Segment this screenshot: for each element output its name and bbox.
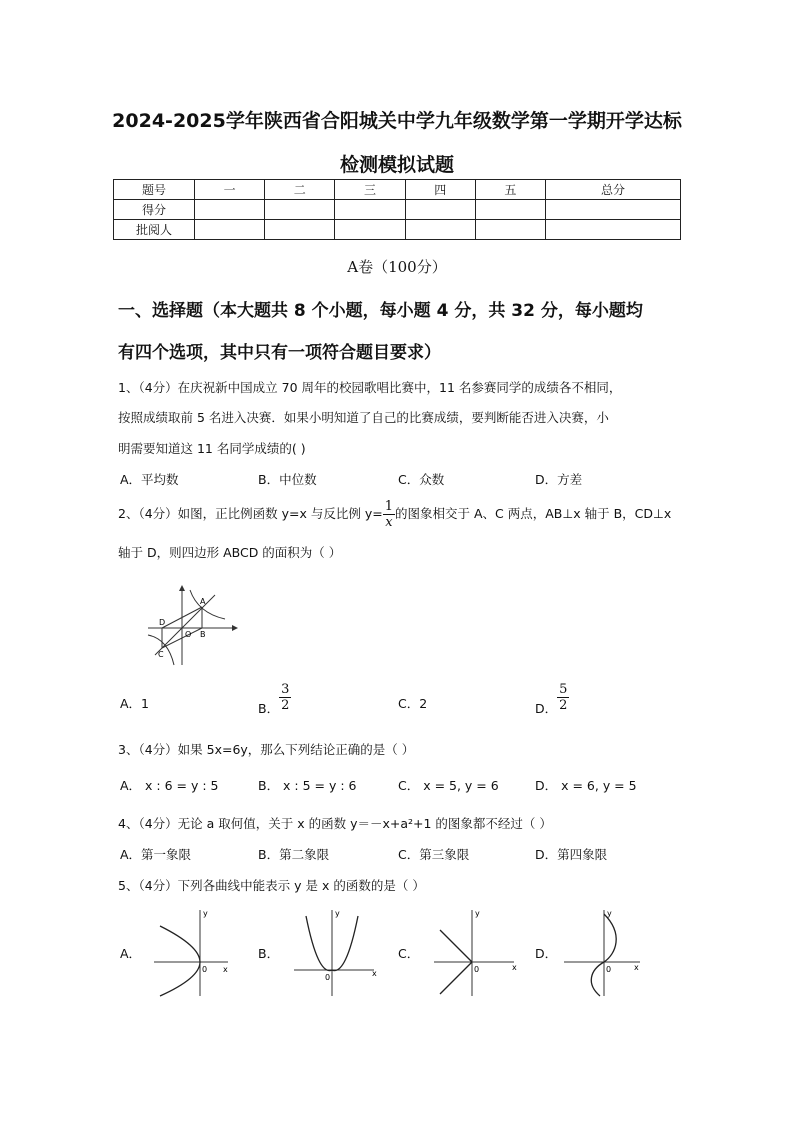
- q4-stem: 4、（4分）无论 a 取何值，关于 x 的函数 y＝－x+a²+1 的图象都不经过（ ）: [118, 816, 552, 831]
- q5-option-a-label[interactable]: A．: [120, 946, 142, 961]
- q2-line1: [118, 499, 671, 530]
- q4-option-a[interactable]: A．第一象限: [120, 847, 192, 862]
- q2-option-b-prefix: B．: [258, 701, 280, 716]
- y-axis-label: y: [475, 909, 480, 918]
- q3-option-b[interactable]: B． x : 5 = y : 6: [258, 778, 357, 793]
- score-cell[interactable]: [546, 200, 681, 220]
- header-cell: 四: [405, 180, 475, 200]
- curve-sideways-parabola: [160, 926, 200, 996]
- score-table-header-row: [114, 180, 681, 200]
- row-label: 批阅人: [114, 220, 195, 240]
- q5-option-b-label[interactable]: B．: [258, 946, 280, 961]
- volume-label: A卷（100分）: [347, 258, 447, 276]
- q2-line2: 轴于 D，则四边形 ABCD 的面积为（ ）: [118, 545, 342, 560]
- q3-stem: 3、（4分）如果 5x=6y，那么下列结论正确的是（ ）: [118, 742, 415, 757]
- y-axis-label: y: [203, 909, 208, 918]
- q2-fraction-numerator: 1: [384, 499, 393, 514]
- q3-option-a[interactable]: A． x : 6 = y : 5: [120, 778, 219, 793]
- q4-option-c[interactable]: C．第三象限: [398, 847, 470, 862]
- page-title-line1: 2024-2025学年陕西省合阳城关中学九年级数学第一学期开学达标: [112, 110, 682, 132]
- reviewer-cell[interactable]: [195, 220, 265, 240]
- q1-option-d[interactable]: D．方差: [535, 472, 583, 487]
- reviewer-cell[interactable]: [475, 220, 545, 240]
- section-heading-line2: 有四个选项，其中只有一项符合题目要求）: [118, 343, 441, 363]
- section-heading-line1: 一、选择题（本大题共 8 个小题，每小题 4 分，共 32 分，每小题均: [118, 301, 643, 321]
- label-a: A: [200, 597, 206, 606]
- q2-figure: [140, 585, 240, 667]
- origin-label: 0: [325, 973, 331, 982]
- x-axis-arrow-icon: [232, 625, 238, 631]
- score-row: [114, 200, 681, 220]
- q2-option-b-denominator: 2: [281, 698, 290, 713]
- q5-option-d-label[interactable]: D．: [535, 946, 558, 961]
- origin-label: 0: [606, 965, 612, 974]
- y-axis-label: y: [335, 909, 340, 918]
- q1-line3: 明需要知道这 11 名同学成绩的( ): [118, 441, 306, 456]
- q2-option-d-numerator: 5: [559, 682, 568, 697]
- q2-option-d-prefix: D．: [535, 701, 558, 716]
- reviewer-row: [114, 220, 681, 240]
- header-cell: 题号: [114, 180, 195, 200]
- x-axis-label: x: [223, 965, 228, 974]
- origin-label: 0: [474, 965, 480, 974]
- q2-option-a[interactable]: A．1: [120, 696, 150, 711]
- q5-graph-b[interactable]: [292, 906, 384, 998]
- q1-option-b[interactable]: B．中位数: [258, 472, 317, 487]
- header-cell: 总分: [546, 180, 681, 200]
- q5-graph-d[interactable]: [562, 906, 654, 998]
- q1-option-c[interactable]: C．众数: [398, 472, 445, 487]
- reviewer-cell[interactable]: [265, 220, 335, 240]
- header-cell: 五: [475, 180, 545, 200]
- q2-fraction: [383, 499, 395, 530]
- reviewer-cell[interactable]: [546, 220, 681, 240]
- label-o: O: [185, 630, 192, 639]
- q5-stem: 5、（4分）下列各曲线中能表示 y 是 x 的函数的是（ ）: [118, 878, 425, 893]
- q3-option-d[interactable]: D． x = 6, y = 5: [535, 778, 637, 793]
- header-cell: 三: [335, 180, 405, 200]
- reviewer-cell[interactable]: [405, 220, 475, 240]
- q4-option-d[interactable]: D．第四象限: [535, 847, 608, 862]
- reviewer-cell[interactable]: [335, 220, 405, 240]
- x-axis-label: x: [634, 963, 639, 972]
- q2-line1-post: 的图象相交于 A、C 两点，AB⊥x 轴于 B，CD⊥x: [395, 506, 672, 521]
- x-axis-label: x: [512, 963, 517, 972]
- q2-option-b-fraction: [279, 682, 291, 713]
- page-title-line2: 检测模拟试题: [339, 154, 454, 176]
- header-cell: 二: [265, 180, 335, 200]
- q2-option-d-denominator: 2: [559, 698, 568, 713]
- q2-option-c[interactable]: C．2: [398, 696, 428, 711]
- q1-option-a[interactable]: A．平均数: [120, 472, 179, 487]
- q5-graph-c[interactable]: [432, 906, 522, 998]
- ray-upper: [440, 930, 472, 962]
- q2-option-b-numerator: 3: [281, 682, 290, 697]
- score-table: [113, 179, 681, 240]
- q2-option-d[interactable]: [535, 682, 569, 716]
- q5-option-c-label[interactable]: C．: [398, 946, 420, 961]
- q2-option-d-fraction: [557, 682, 569, 713]
- origin-label: 0: [202, 965, 208, 974]
- score-cell[interactable]: [195, 200, 265, 220]
- score-cell[interactable]: [335, 200, 405, 220]
- label-c: C: [158, 650, 164, 659]
- x-axis-label: x: [372, 969, 377, 978]
- y-axis-label: y: [607, 909, 612, 918]
- row-label: 得分: [114, 200, 195, 220]
- header-cell: 一: [195, 180, 265, 200]
- ray-lower: [440, 962, 472, 994]
- score-cell[interactable]: [475, 200, 545, 220]
- q4-option-b[interactable]: B．第二象限: [258, 847, 330, 862]
- q1-line1: 1、（4分）在庆祝新中国成立 70 周年的校园歌唱比赛中，11 名参赛同学的成绩各不相同，: [118, 380, 622, 395]
- label-d: D: [159, 618, 166, 627]
- score-cell[interactable]: [265, 200, 335, 220]
- q3-option-c[interactable]: C． x = 5, y = 6: [398, 778, 499, 793]
- label-b: B: [200, 630, 206, 639]
- q2-line1-pre: 2、（4分）如图，正比例函数 y=x 与反比例 y=: [118, 506, 383, 521]
- q5-graph-a[interactable]: [150, 906, 240, 998]
- q1-line2: 按照成绩取前 5 名进入决赛．如果小明知道了自己的比赛成绩，要判断能否进入决赛，小: [118, 410, 609, 425]
- y-axis-arrow-icon: [179, 585, 185, 591]
- score-cell[interactable]: [405, 200, 475, 220]
- q2-option-b[interactable]: [258, 682, 291, 716]
- q2-fraction-denominator: x: [385, 515, 393, 530]
